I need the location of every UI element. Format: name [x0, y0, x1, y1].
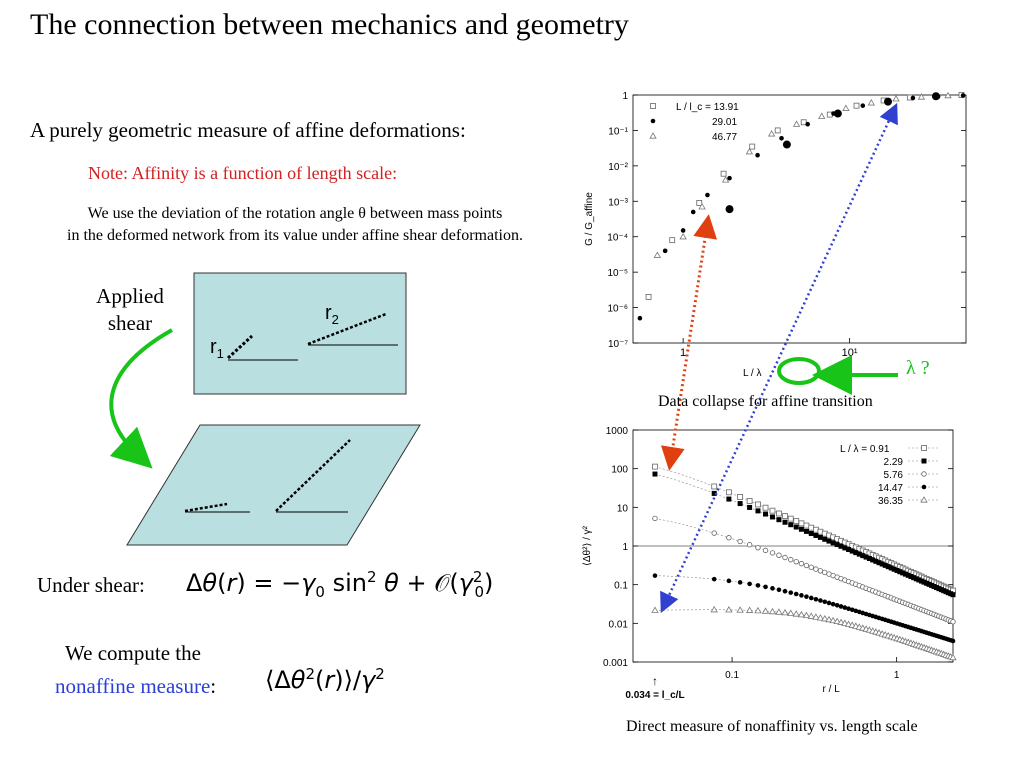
data-point	[652, 607, 658, 612]
data-point	[788, 516, 793, 521]
legend-marker	[921, 497, 927, 502]
data-point	[726, 205, 734, 213]
data-point	[818, 569, 823, 574]
y-tick-label: 1	[622, 542, 628, 553]
data-point	[794, 559, 799, 564]
data-point	[951, 619, 956, 624]
data-point	[680, 234, 686, 239]
data-point	[804, 523, 809, 528]
data-point	[726, 607, 732, 612]
data-point	[726, 490, 731, 495]
legend-marker	[650, 133, 656, 138]
data-point	[712, 531, 717, 536]
data-point	[854, 103, 859, 108]
data-point	[770, 586, 775, 591]
blue-dotted-arrow	[665, 112, 893, 604]
y-tick-label: 10	[616, 503, 628, 515]
y-axis-label: ⟨Δθ²⟩ / γ²	[582, 525, 593, 567]
y-tick-label: 10⁻²	[608, 161, 628, 173]
data-point	[712, 577, 717, 582]
we-compute-label: We compute the	[65, 641, 201, 665]
data-point	[893, 96, 899, 101]
data-point	[819, 113, 825, 118]
modulus-chart	[584, 91, 966, 379]
legend-marker	[651, 104, 656, 109]
caption-bottom: Direct measure of nonaffinity vs. length scale	[626, 718, 918, 735]
data-point	[794, 525, 799, 530]
data-point	[756, 583, 761, 588]
colon: :	[210, 674, 217, 698]
data-point	[756, 545, 761, 550]
r1-label: $r_1$	[210, 336, 224, 361]
legend-marker	[922, 472, 927, 477]
lambda-question: λ ?	[906, 357, 930, 379]
legend-label: 46.77	[712, 132, 738, 143]
shear-word: shear	[107, 311, 153, 335]
data-point	[831, 602, 836, 607]
data-point	[818, 535, 823, 540]
data-point	[726, 497, 731, 502]
data-point	[783, 555, 788, 560]
data-point	[646, 294, 651, 299]
data-point	[747, 542, 752, 547]
x-axis-label: L / λ	[742, 368, 762, 379]
affinity-note: Note: Affinity is a function of length scale:	[88, 163, 398, 183]
data-point	[653, 516, 658, 521]
legend-header: L / l_c = 13.91	[676, 102, 739, 113]
data-point	[818, 598, 823, 603]
data-point	[776, 511, 781, 516]
legend-marker	[651, 119, 656, 124]
data-point	[652, 464, 657, 469]
data-point	[770, 508, 775, 513]
data-point	[799, 561, 804, 566]
nonaffine-measure-text: nonaffine measure	[55, 674, 211, 698]
data-point	[805, 122, 810, 127]
data-point	[861, 103, 866, 108]
data-point	[697, 200, 702, 205]
data-point	[911, 96, 916, 101]
data-point	[737, 607, 743, 612]
applied-word: Applied	[96, 284, 164, 308]
y-tick-label: 0.001	[602, 658, 628, 669]
legend-label: 14.47	[877, 483, 903, 494]
data-point	[804, 563, 809, 568]
legend-label: 36.35	[877, 496, 903, 507]
legend-marker	[922, 446, 927, 451]
data-point	[653, 573, 658, 578]
legend-marker	[922, 459, 927, 464]
data-point	[763, 585, 768, 590]
data-point	[654, 252, 660, 257]
y-tick-label: 100	[611, 464, 628, 476]
nonaffine-equation: $⟨\Delta\theta^2(r)⟩/\gamma^2$	[265, 665, 385, 694]
nonaffinity-chart	[582, 426, 956, 701]
data-point	[727, 535, 732, 540]
data-point	[822, 599, 827, 604]
data-point	[777, 553, 782, 558]
data-point	[681, 228, 686, 233]
data-point	[777, 588, 782, 593]
data-point	[799, 521, 804, 526]
data-point	[738, 539, 743, 544]
data-point	[763, 548, 768, 553]
data-point	[827, 601, 832, 606]
data-point	[670, 238, 675, 243]
description-line-1: We use the deviation of the rotation angle θ between mass points	[87, 205, 503, 222]
y-tick-label: 10⁻⁵	[607, 268, 628, 280]
data-point	[814, 567, 819, 572]
red-dotted-arrow	[671, 226, 707, 459]
data-point	[738, 501, 743, 506]
data-point	[782, 610, 788, 615]
data-point	[775, 128, 780, 133]
data-point	[884, 98, 892, 106]
data-point	[843, 105, 849, 110]
data-point	[788, 590, 793, 595]
caption-top: Data collapse for affine transition	[658, 393, 873, 410]
x-tick-label: 10¹	[841, 347, 858, 359]
data-point	[799, 527, 804, 532]
data-point	[794, 519, 799, 524]
annotation-label: 0.034 = l_c/L	[625, 690, 685, 701]
y-tick-label: 10⁻⁷	[607, 339, 628, 350]
y-tick-label: 0.1	[614, 580, 628, 592]
y-tick-label: 10⁻⁶	[607, 303, 628, 315]
data-point	[727, 579, 732, 584]
data-point	[750, 144, 755, 149]
y-tick-label: 10⁻¹	[608, 126, 628, 138]
y-axis-label: G / G_affine	[584, 192, 595, 246]
x-tick-label: 0.1	[725, 670, 740, 681]
shear-equation: $\Delta\theta(r) = -\gamma_0$ $\sin^2 \theta$ + $𝒪(\gamma^2_0)$	[186, 568, 494, 601]
data-point	[813, 533, 818, 538]
legend-label: 2.29	[883, 457, 903, 468]
data-point	[835, 603, 840, 608]
data-point	[721, 171, 726, 176]
chart-overlay	[665, 112, 898, 604]
data-point	[747, 582, 752, 587]
data-point	[809, 531, 814, 536]
data-point	[691, 210, 696, 215]
data-point	[747, 498, 752, 503]
data-point	[808, 613, 814, 618]
data-point	[814, 597, 819, 602]
x-tick-label: 1	[680, 347, 687, 359]
data-point	[712, 484, 717, 489]
y-tick-label: 10⁻⁴	[607, 232, 628, 244]
data-point	[747, 607, 753, 612]
data-point	[794, 121, 800, 126]
data-point	[770, 514, 775, 519]
data-point	[834, 110, 842, 118]
data-point	[799, 593, 804, 598]
plot-frame	[633, 95, 966, 343]
data-point	[804, 594, 809, 599]
y-tick-label: 0.01	[608, 619, 628, 631]
data-point	[788, 522, 793, 527]
data-point	[755, 608, 761, 613]
y-tick-label: 1	[622, 91, 628, 102]
x-axis-label: r / L	[822, 684, 840, 695]
y-tick-label: 10⁻³	[608, 197, 628, 209]
data-point	[783, 589, 788, 594]
data-point	[769, 609, 775, 614]
legend-header: L / λ = 0.91	[840, 444, 890, 455]
legend-marker	[922, 485, 927, 490]
data-point	[809, 565, 814, 570]
data-point	[755, 508, 760, 513]
y-tick-label: 1000	[605, 426, 628, 437]
data-point	[951, 592, 956, 597]
data-point	[755, 502, 760, 507]
data-point	[783, 514, 788, 519]
data-point	[638, 316, 643, 321]
data-point	[793, 611, 799, 616]
slide-title: The connection between mechanics and geometry	[30, 8, 629, 41]
data-point	[779, 136, 784, 141]
data-point	[711, 607, 717, 612]
green-highlight-ellipse	[779, 359, 819, 383]
data-point	[738, 580, 743, 585]
data-point	[788, 557, 793, 562]
data-point	[932, 92, 940, 100]
r2-label: $r_2$	[325, 302, 339, 327]
data-point	[763, 512, 768, 517]
subheading: A purely geometric measure of affine deformations:	[30, 118, 466, 142]
data-point	[746, 149, 752, 154]
data-point	[727, 176, 732, 181]
data-point	[755, 153, 760, 158]
data-point	[961, 93, 966, 98]
data-point	[809, 596, 814, 601]
data-point	[747, 505, 752, 510]
data-point	[763, 505, 768, 510]
data-point	[776, 517, 781, 522]
data-point	[663, 249, 668, 254]
legend-label: 29.01	[712, 117, 738, 128]
data-point	[769, 131, 775, 136]
legend-label: 5.76	[883, 470, 903, 481]
x-tick-label: 1	[893, 670, 900, 681]
data-point	[770, 551, 775, 556]
series-line	[655, 576, 953, 641]
annotation-arrow: ↑	[651, 674, 658, 688]
data-point	[652, 472, 657, 477]
data-point	[804, 529, 809, 534]
data-point	[794, 592, 799, 597]
data-point	[738, 494, 743, 499]
data-point	[951, 639, 956, 644]
data-point	[783, 520, 788, 525]
data-point	[705, 193, 710, 198]
data-point	[868, 100, 874, 105]
description-line-2: in the deformed network from its value under affine shear deformation.	[67, 227, 523, 244]
data-point	[783, 141, 791, 149]
under-shear-label: Under shear:	[37, 573, 145, 597]
